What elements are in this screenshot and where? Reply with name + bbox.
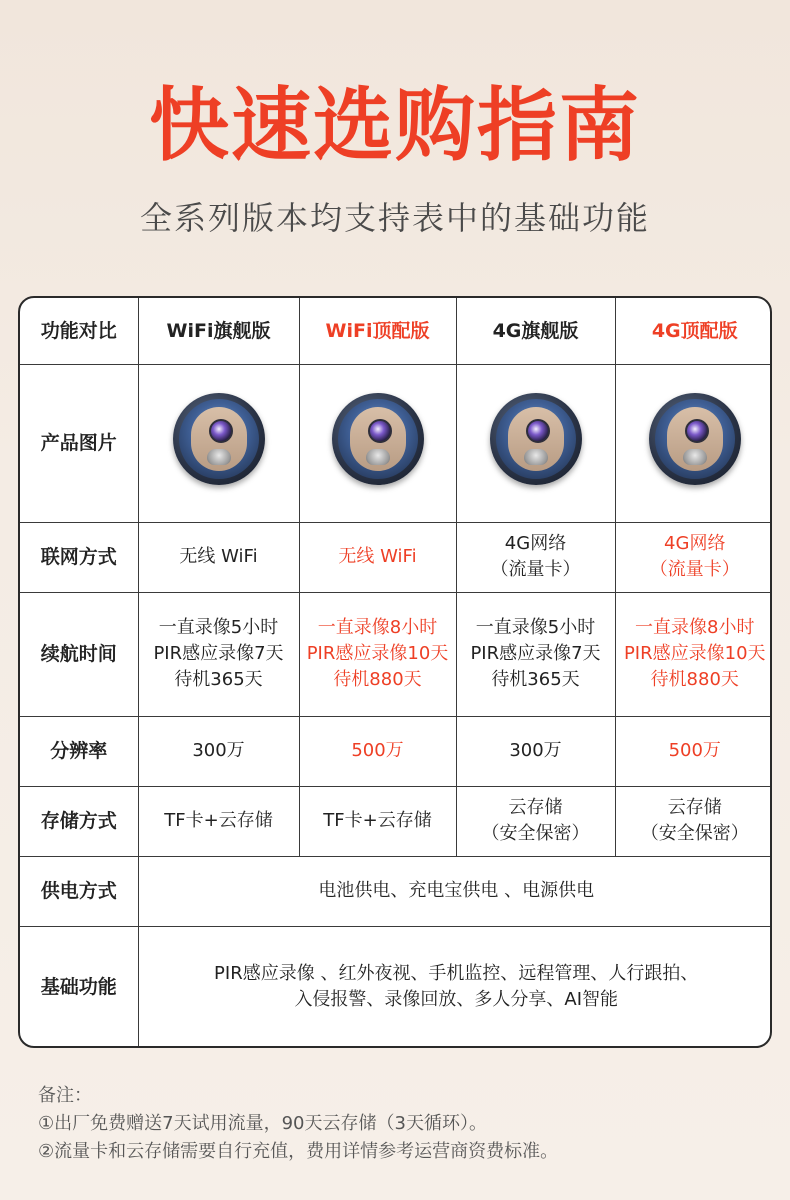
table-header-row [20,298,772,364]
table-row-battery [20,592,772,716]
storage-4g-top: 云存储 （安全保密） [615,786,772,856]
resolution-wifi-top: 500万 [299,716,456,786]
note-line-2: ②流量卡和云存储需要自行充值，费用详情参考运营商资费标准。 [38,1141,559,1162]
resolution-4g-flagship: 300万 [456,716,615,786]
row-label-power: 供电方式 [20,856,138,926]
row-label-battery: 续航时间 [20,592,138,716]
row-label-image: 产品图片 [20,364,138,522]
storage-4g-flagship: 云存储 （安全保密） [456,786,615,856]
resolution-4g-top: 500万 [615,716,772,786]
table-row-basic [20,926,772,1048]
table-row-network [20,522,772,592]
header-feature: 功能对比 [20,298,138,364]
header-wifi-flagship: WiFi旗舰版 [138,298,299,364]
header-wifi-top: WiFi顶配版 [299,298,456,364]
camera-image [173,393,265,485]
header-4g-top: 4G顶配版 [615,298,772,364]
page-title: 快速选购指南 [149,79,641,172]
network-4g-top: 4G网络 （流量卡） [615,522,772,592]
camera-image [490,393,582,485]
battery-4g-top: 一直录像8小时 PIR感应录像10天 待机880天 [615,592,772,716]
row-label-basic: 基础功能 [20,926,138,1048]
comparison-table [18,296,772,1048]
notes [38,1082,558,1166]
battery-wifi-top: 一直录像8小时 PIR感应录像10天 待机880天 [299,592,456,716]
battery-4g-flagship: 一直录像5小时 PIR感应录像7天 待机365天 [456,592,615,716]
resolution-wifi-flagship: 300万 [138,716,299,786]
table-row-resolution [20,716,772,786]
camera-image [332,393,424,485]
storage-wifi-flagship: TF卡+云存储 [138,786,299,856]
row-label-storage: 存储方式 [20,786,138,856]
table-row-power [20,856,772,926]
row-label-resolution: 分辨率 [20,716,138,786]
notes-heading: 备注： [38,1085,92,1106]
table-row-image [20,364,772,522]
page-subtitle: 全系列版本均支持表中的基础功能 [139,199,650,237]
table-row-storage [20,786,772,856]
network-wifi-flagship: 无线 WiFi [138,522,299,592]
storage-wifi-top: TF卡+云存储 [299,786,456,856]
header-4g-flagship: 4G旗舰版 [456,298,615,364]
battery-wifi-flagship: 一直录像5小时 PIR感应录像7天 待机365天 [138,592,299,716]
network-4g-flagship: 4G网络 （流量卡） [456,522,615,592]
basic-features: PIR感应录像 、红外夜视、手机监控、远程管理、人行跟拍、 入侵报警、录像回放、多人分享、AI智能 [138,926,772,1048]
network-wifi-top: 无线 WiFi [299,522,456,592]
note-line-1: ①出厂免费赠送7天试用流量，90天云存储（3天循环）。 [38,1113,487,1134]
power-value: 电池供电、充电宝供电 、电源供电 [138,856,772,926]
row-label-network: 联网方式 [20,522,138,592]
camera-image [649,393,741,485]
